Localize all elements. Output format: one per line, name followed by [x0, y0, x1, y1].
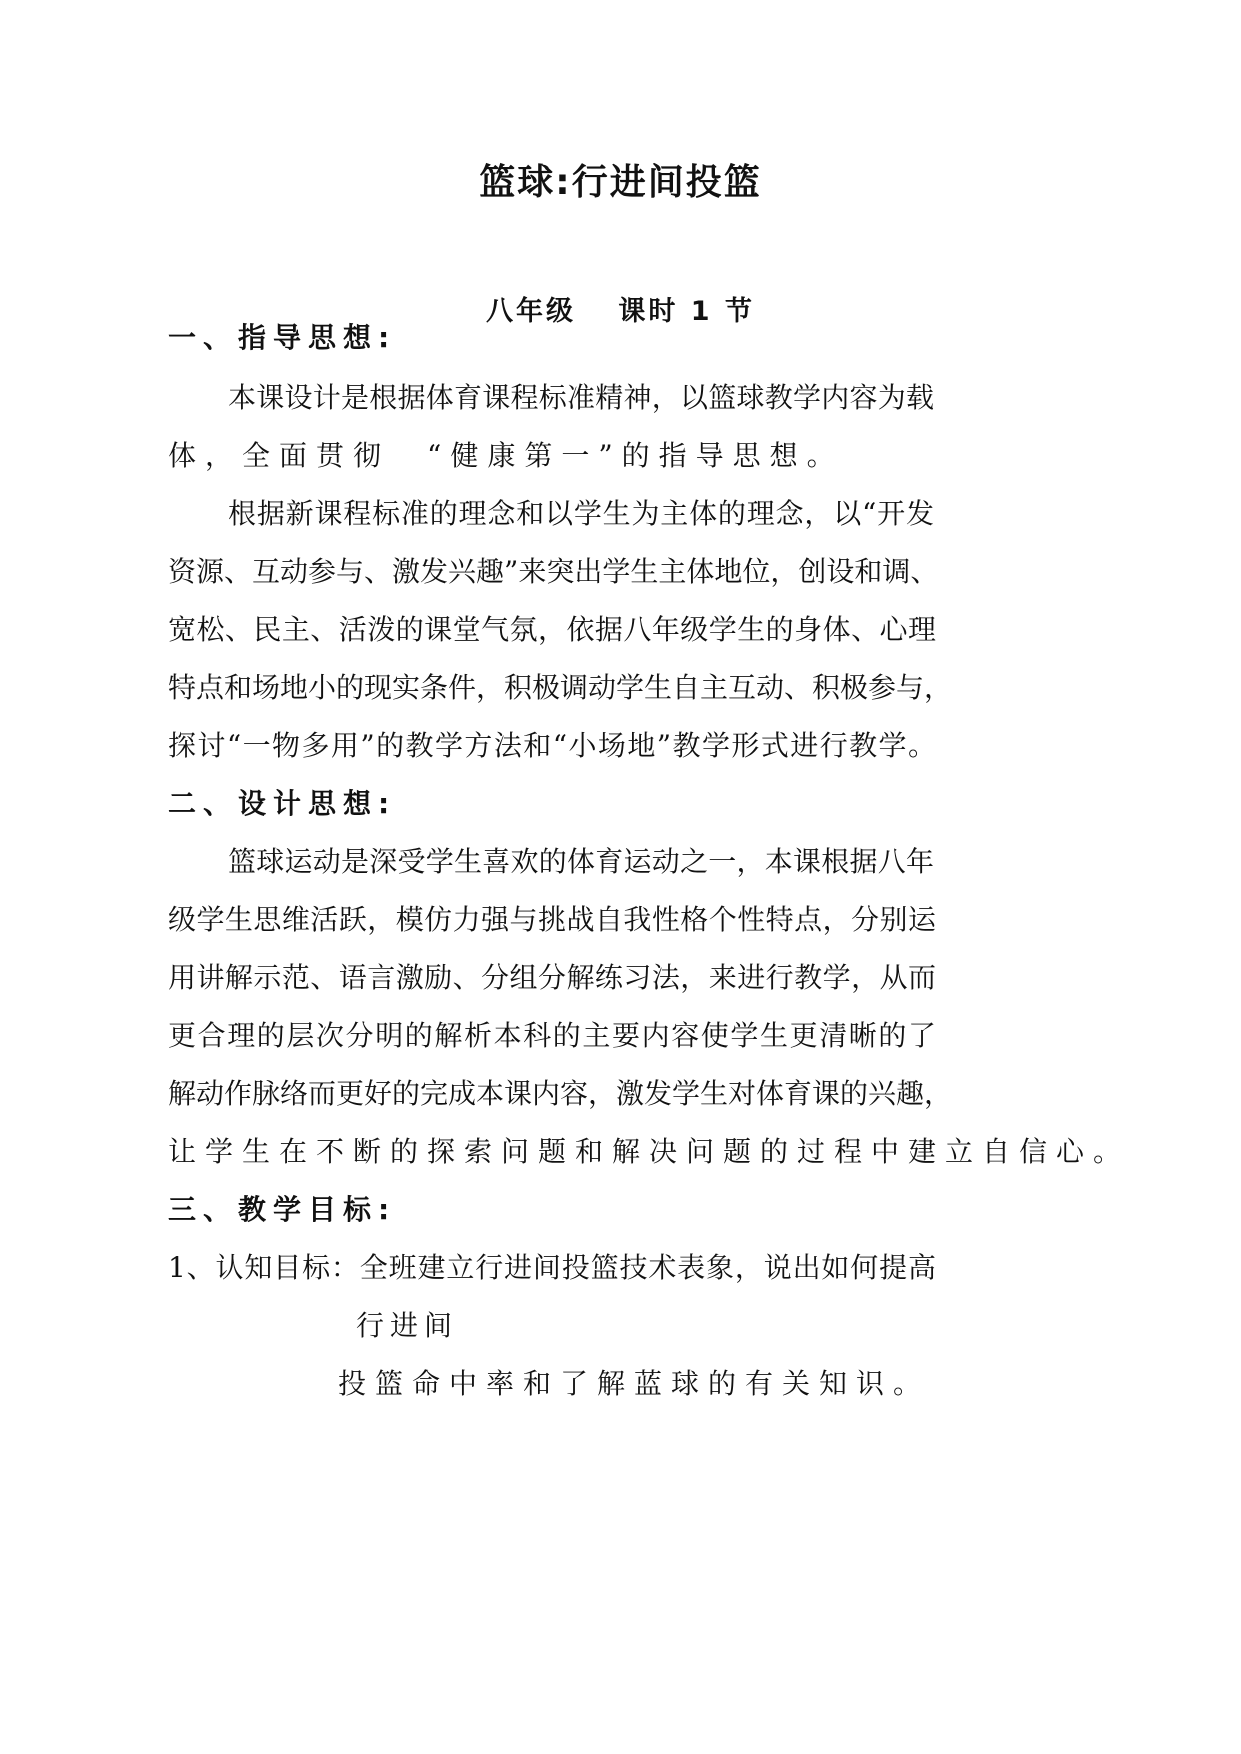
paragraph-line: 本课设计是根据体育课程标准精神，以篮球教学内容为载 [228, 381, 934, 414]
paragraph-line: 篮球运动是深受学生喜欢的体育运动之一，本课根据八年 [228, 845, 934, 878]
section-heading: 三、教学目标: [168, 1193, 397, 1226]
section-heading: 一、指导思想: [168, 321, 397, 354]
paragraph-line: 资源、互动参与、激发兴趣”来突出学生主体地位，创设和调、 [168, 555, 939, 588]
paragraph-line: 让学生在不断的探索问题和解决问题的过程中建立自信心。 [168, 1135, 1131, 1168]
paragraph-line: 1、认知目标：全班建立行进间投篮技术表象，说出如何提高 [168, 1251, 936, 1284]
paragraph-line: 用讲解示范、语言激励、分组分解练习法，来进行教学，从而 [168, 961, 936, 994]
paragraph-line: 更合理的层次分明的解析本科的主要内容使学生更清晰的了 [168, 1019, 936, 1052]
paragraph-line: 探讨“一物多用”的教学方法和“小场地”教学形式进行教学。 [168, 729, 936, 762]
paragraph-line: 投篮命中率和了解蓝球的有关知识。 [338, 1367, 931, 1400]
paragraph-line: 体，全面贯彻 “健康第一”的指导思想。 [168, 439, 844, 472]
paragraph-line: 特点和场地小的现实条件，积极调动学生自主互动、积极参与， [168, 671, 953, 704]
paragraph-line: 宽松、民主、活泼的课堂气氛，依据八年级学生的身体、心理 [168, 613, 936, 646]
document-subtitle: 八年级 课时 1 节 [486, 296, 755, 327]
section-heading: 二、设计思想: [168, 787, 397, 820]
paragraph-line: 解动作脉络而更好的完成本课内容，激发学生对体育课的兴趣， [168, 1077, 953, 1110]
paragraph-line: 级学生思维活跃，模仿力强与挑战自我性格个性特点，分别运 [168, 903, 936, 936]
document-title: 篮球:行进间投篮 [479, 162, 762, 203]
paragraph-line: 行进间 [356, 1309, 459, 1342]
paragraph-line: 根据新课程标准的理念和以学生为主体的理念，以“开发 [228, 497, 934, 530]
